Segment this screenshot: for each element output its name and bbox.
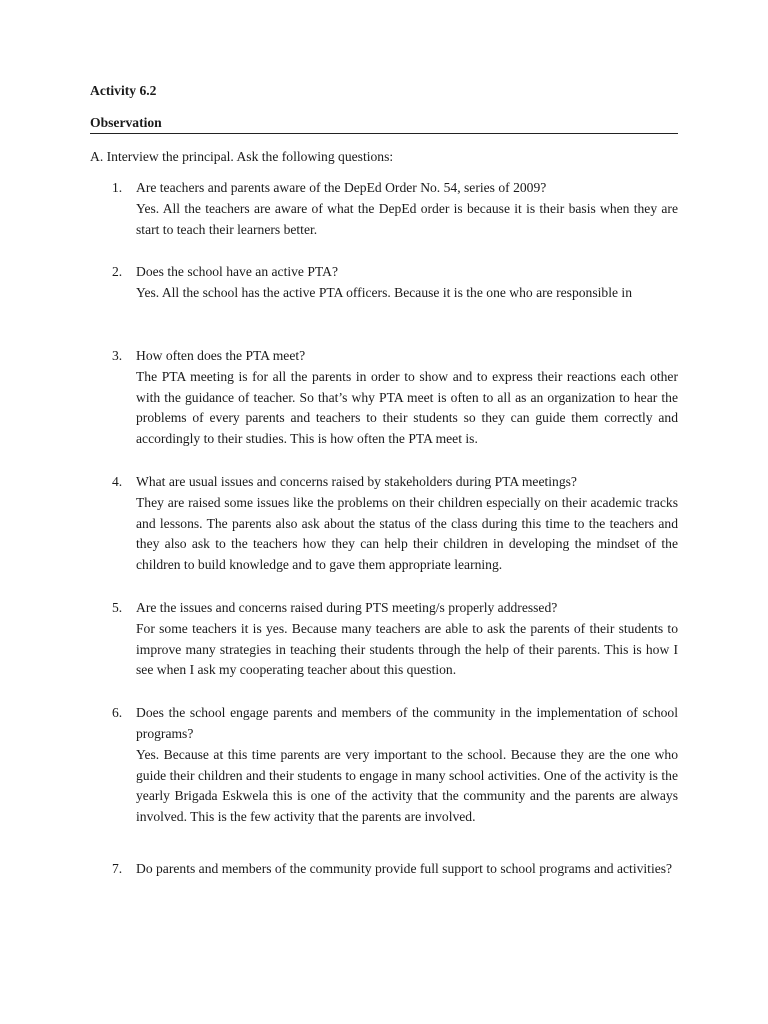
section-title: Observation — [90, 115, 162, 130]
question-number: 6. — [112, 705, 123, 721]
activity-title: Activity 6.2 — [90, 83, 157, 98]
answer-text: The PTA meeting is for all the parents in order to show and to express their reactions each other with the guidance of teacher. So that’s why PTA meet is often to all as an organization to hear the problems of every parents and teachers to their students so they can guide them correctly and accordingly to their studies. This is how often the PTA meet is. — [136, 368, 678, 447]
question-item-2 — [90, 262, 678, 304]
question-number: 4. — [112, 473, 123, 489]
answer-text: Yes. All the school has the active PTA officers. Because it is the one who are responsible in — [136, 285, 632, 301]
answer-text: They are raised some issues like the problems on their children especially on their academic tracks and lessons. The parents also ask about the status of the class during this time to the teachers and they also ask to the teachers how they can help their children in developing the mindset of the children to build knowledge and to gave them appropriate learning. — [136, 494, 678, 573]
question-text: Does the school have an active PTA? — [136, 264, 338, 280]
answer-text: Yes. Because at this time parents are very important to the school. Because they are the one who guide their children and their students to engage in many school activities. One of the activity is the yearly Brigada Eskwela this is one of the activity that the community and the parents are always involved. This is the few activity that the parents are involved. — [136, 746, 678, 825]
question-text: Do parents and members of the community provide full support to school programs and activities? — [136, 860, 673, 876]
answer-text: Yes. All the teachers are aware of what the DepEd order is because it is their basis when they are start to teach their learners better. — [136, 200, 678, 237]
question-number: 7. — [112, 860, 123, 876]
question-text: Are the issues and concerns raised during PTS meeting/s properly addressed? — [136, 599, 558, 615]
question-text: Are teachers and parents aware of the DepEd Order No. 54, series of 2009? — [136, 180, 547, 195]
question-item-5 — [90, 598, 678, 681]
question-item-4 — [90, 472, 678, 576]
question-list — [90, 178, 678, 880]
question-item-1 — [90, 178, 678, 240]
question-text: What are usual issues and concerns raised by stakeholders during PTA meetings? — [136, 473, 577, 489]
question-text: How often does the PTA meet? — [136, 347, 306, 363]
answer-text: For some teachers it is yes. Because many teachers are able to ask the parents of their students to improve many strategies in teaching their students through the help of their parents. This is how I see when I ask my cooperating teacher about this question. — [136, 620, 678, 678]
question-item-7 — [90, 859, 678, 880]
question-number: 1. — [112, 180, 123, 195]
question-item-3 — [90, 346, 678, 450]
section-divider — [90, 133, 678, 134]
question-number: 2. — [112, 264, 123, 280]
question-number: 5. — [112, 599, 123, 615]
question-number: 3. — [112, 347, 123, 363]
question-text: Does the school engage parents and members of the community in the implementation of school programs? — [136, 705, 678, 741]
question-item-6 — [90, 703, 678, 828]
intro-instruction: A. Interview the principal. Ask the following questions: — [90, 149, 394, 164]
